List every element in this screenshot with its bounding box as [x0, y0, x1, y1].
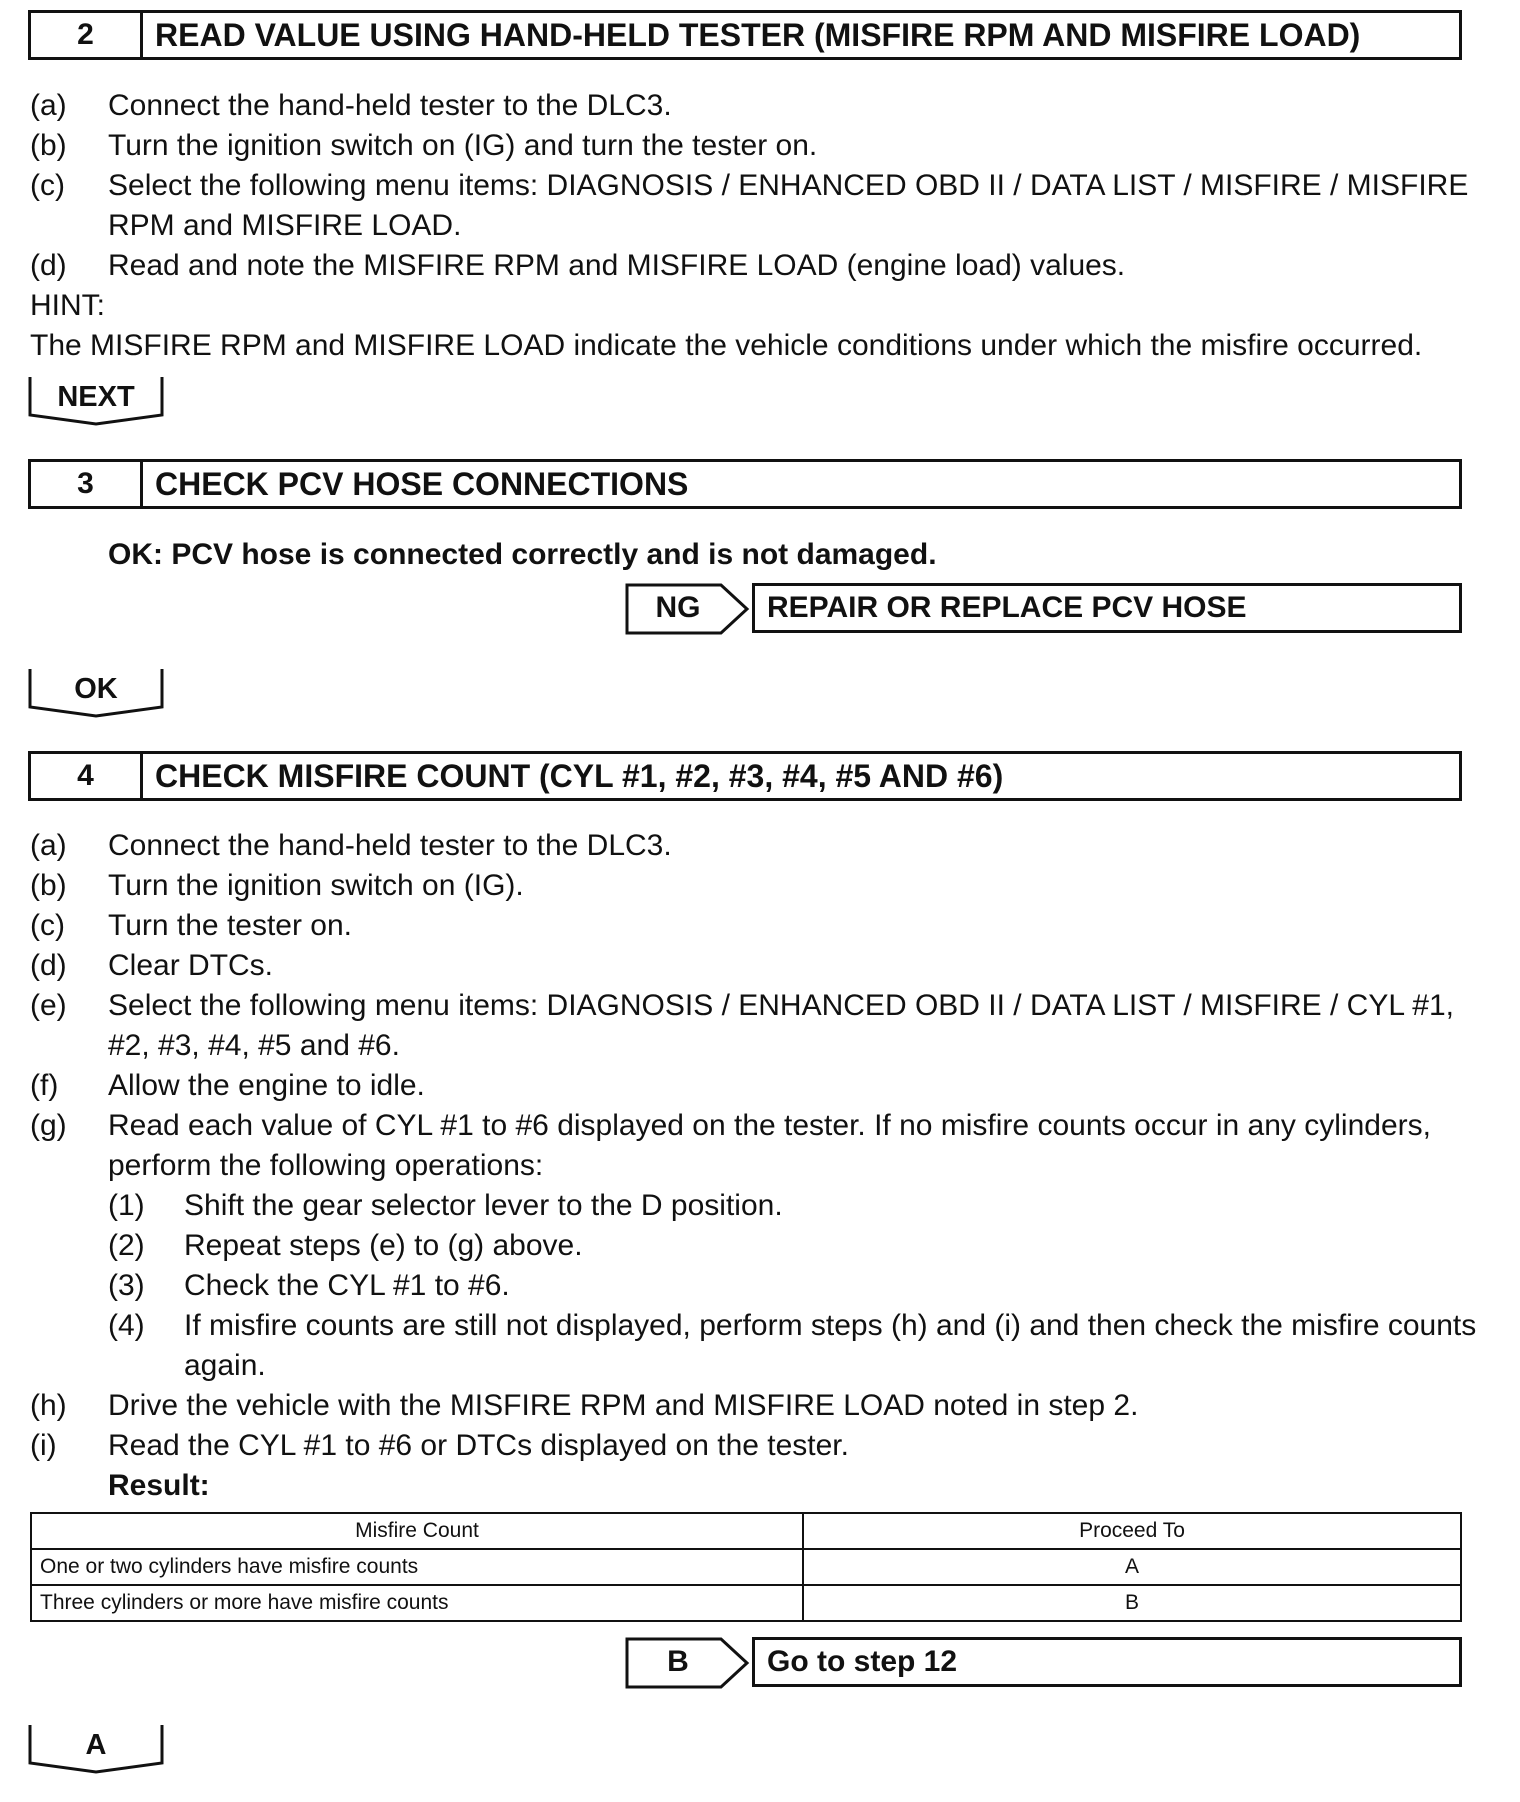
column-header: Proceed To: [803, 1513, 1461, 1549]
table-header-row: [31, 1513, 1461, 1549]
item-label: (e): [30, 989, 67, 1022]
ng-action-box: REPAIR OR REPLACE PCV HOSE: [752, 583, 1462, 633]
item-text: Drive the vehicle with the MISFIRE RPM and MISFIRE LOAD noted in step 2.: [108, 1389, 1139, 1422]
item-label: (b): [30, 129, 67, 162]
table-cell: Three cylinders or more have misfire counts: [31, 1585, 803, 1621]
sub-item-text: again.: [184, 1349, 266, 1382]
item-text: Allow the engine to idle.: [108, 1069, 425, 1102]
item-text: #2, #3, #4, #5 and #6.: [108, 1029, 400, 1062]
item-text: Connect the hand-held tester to the DLC3.: [108, 89, 672, 122]
column-header: Misfire Count: [31, 1513, 803, 1549]
item-label: (h): [30, 1389, 67, 1422]
item-text: Read each value of CYL #1 to #6 displayed on the tester. If no misfire counts occur in any cylinders,: [108, 1109, 1431, 1142]
item-text: Turn the ignition switch on (IG).: [108, 869, 524, 902]
item-text: Connect the hand-held tester to the DLC3.: [108, 829, 672, 862]
table-cell: B: [803, 1585, 1461, 1621]
sub-item-text: If misfire counts are still not displayed, perform steps (h) and (i) and then check the misfire counts: [184, 1309, 1477, 1342]
item-label: (d): [30, 949, 67, 982]
b-action-box: Go to step 12: [752, 1637, 1462, 1687]
step-3-header: [28, 459, 1462, 509]
ng-label: NG: [655, 591, 701, 624]
item-label: (c): [30, 909, 65, 942]
item-label: (g): [30, 1109, 67, 1142]
table-cell: A: [803, 1549, 1461, 1585]
sub-item-label: (4): [108, 1309, 145, 1342]
item-label: (a): [30, 829, 67, 862]
b-branch-tag[interactable]: [625, 1637, 750, 1687]
sub-item-text: Repeat steps (e) to (g) above.: [184, 1229, 583, 1262]
table-row: [31, 1585, 1461, 1621]
table-row: [31, 1549, 1461, 1585]
item-text: Turn the ignition switch on (IG) and turn the tester on.: [108, 129, 818, 162]
item-text: RPM and MISFIRE LOAD.: [108, 209, 462, 242]
sub-item-label: (1): [108, 1189, 145, 1222]
item-text: Turn the tester on.: [108, 909, 353, 942]
sub-item-text: Check the CYL #1 to #6.: [184, 1269, 510, 1302]
sub-item-label: (3): [108, 1269, 145, 1302]
table-cell: One or two cylinders have misfire counts: [31, 1549, 803, 1585]
item-label: (c): [30, 169, 65, 202]
step-title: READ VALUE USING HAND-HELD TESTER (MISFIRE RPM AND MISFIRE LOAD): [155, 16, 1361, 53]
step-number: 3: [31, 462, 143, 506]
item-text: Read and note the MISFIRE RPM and MISFIRE LOAD (engine load) values.: [108, 249, 1126, 282]
sub-item-label: (2): [108, 1229, 145, 1262]
sub-item-text: Shift the gear selector lever to the D position.: [184, 1189, 783, 1222]
ok-tag[interactable]: [28, 667, 164, 717]
step-2-header: [28, 10, 1462, 60]
step-title: CHECK PCV HOSE CONNECTIONS: [155, 465, 689, 502]
ok-label: OK: [74, 673, 118, 705]
b-label: B: [667, 1645, 689, 1678]
step-4-header: [28, 751, 1462, 801]
result-table: [30, 1512, 1462, 1622]
item-label: (a): [30, 89, 67, 122]
item-text: Select the following menu items: DIAGNOSIS / ENHANCED OBD II / DATA LIST / MISFIRE / MISFIRE: [108, 169, 1469, 202]
step-number: 4: [31, 754, 143, 798]
item-label: (i): [30, 1429, 57, 1462]
item-label: (f): [30, 1069, 59, 1102]
item-label: (d): [30, 249, 67, 282]
next-label: NEXT: [57, 381, 135, 413]
item-text: Select the following menu items: DIAGNOSIS / ENHANCED OBD II / DATA LIST / MISFIRE / CYL #1,: [108, 989, 1454, 1022]
a-tag[interactable]: [28, 1723, 164, 1773]
a-label: A: [85, 1729, 107, 1761]
item-text: perform the following operations:: [108, 1149, 544, 1182]
item-label: (b): [30, 869, 67, 902]
ng-branch-tag[interactable]: [625, 583, 750, 633]
next-tag[interactable]: [28, 375, 164, 425]
item-text: Read the CYL #1 to #6 or DTCs displayed on the tester.: [108, 1429, 849, 1462]
step-title: CHECK MISFIRE COUNT (CYL #1, #2, #3, #4, #5 AND #6): [155, 757, 1004, 794]
step-number: 2: [31, 13, 143, 57]
item-text: Clear DTCs.: [108, 949, 274, 982]
repair-manual-page: 2 READ VALUE USING HAND-HELD TESTER (MISFIRE RPM AND MISFIRE LOAD) (a) Connect the hand-held tester to the DLC3. (b) Turn the ignition switch on (IG) and turn the tester on. (c) Select the following menu items: DIAGNOSIS / ENHANCED OBD II / DATA LIST / MISFIRE / MISFIRE RPM and MISFIRE LOAD. (d) Read and note the MISFIRE RPM and MISFIRE LOAD (engine load) values. HINT: The MISFIRE RPM and MISFIRE LOAD indicate the vehicle conditions under which the misfire occurred. NEXT 3 CHECK PCV HOSE CONNECTIONS OK: PCV hose is connected correctly and is not damaged. NG REPAIR OR REPLACE PCV HOSE OK 4 CHECK MISFIRE COUNT (CYL #1, #2, #3, #4, #5 AND #6) (a) Connect the hand-held tester to the DLC3. (b) Turn the ignition switch on (IG). (c) Turn the tester on. (d) Clear DTCs. (e) Select the following menu items: DIAGNOSIS / ENHANCED OBD II / DATA LIST / MISFIRE / CYL #1, #2, #3, #4, #5 and #6. (f) Allow the engine to idle. (g) Read each value of CYL #1 to #6 displayed on the tester. If no misfire counts occur in any cylinders, perform the following operations: (1) Shift the gear selector lever to the D position. (2) Repeat steps (e) to (g) above. (3) Check the CYL #1 to #6. (4) If misfire counts are still not displayed, perform steps (h) and (i) and then check the misfire counts again. (h) Drive the vehicle with the MISFIRE RPM and MISFIRE LOAD noted in step 2. (i) Read the CYL #1 to #6 or DTCs displayed on the tester. Result: Misfire Count Proceed To One or two cylinders have misfire counts A Three cylinders or more have misfire counts B B Go to step 12 A: [0, 0, 1520, 1802]
